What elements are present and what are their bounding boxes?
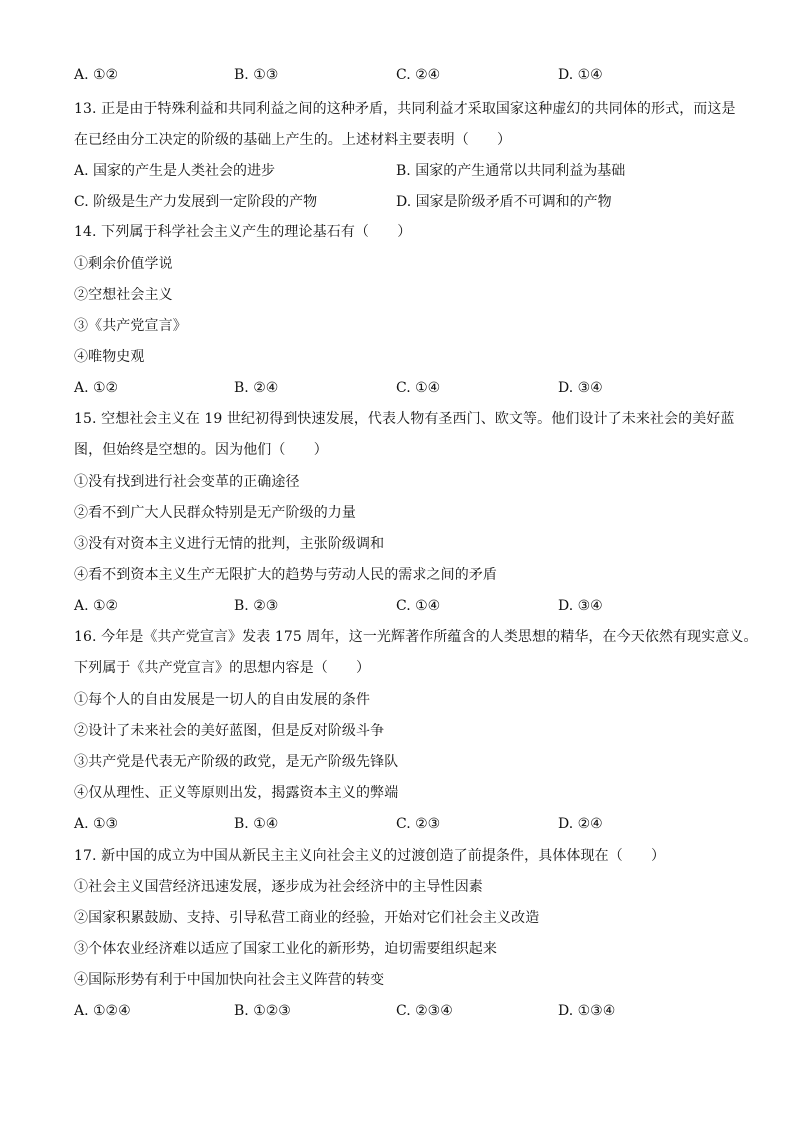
q16-item-1: ①每个人的自由发展是一切人的自由发展的条件 (74, 692, 371, 708)
q14-option-c[interactable]: C. ①④ (396, 380, 441, 396)
q16-stem-line1: 16. 今年是《共产党宣言》发表 175 周年，这一光辉著作所蕴含的人类思想的精华，在今天依然有现实意义。 (74, 629, 758, 645)
q12-option-a[interactable]: A. ①② (74, 67, 119, 83)
q12-option-c[interactable]: C. ②④ (396, 67, 441, 83)
q15-options (74, 596, 734, 616)
q15-option-b[interactable]: B. ②③ (234, 598, 279, 614)
q15-item-4: ④看不到资本主义生产无限扩大的趋势与劳动人民的需求之间的矛盾 (74, 567, 497, 583)
q15-option-c[interactable]: C. ①④ (396, 598, 441, 614)
q14-option-d[interactable]: D. ③④ (558, 380, 603, 396)
q13-stem-line2: 在已经由分工决定的阶级的基础上产生的。上述材料主要表明（ ） (74, 132, 512, 148)
q16-item-4: ④仅从理性、正义等原则出发，揭露资本主义的弊端 (74, 785, 399, 801)
q16-option-d[interactable]: D. ②④ (558, 816, 603, 832)
q17-option-c[interactable]: C. ②③④ (396, 1003, 453, 1019)
q13-options-row2 (74, 192, 734, 212)
q16-option-b[interactable]: B. ①④ (234, 816, 279, 832)
q16-option-a[interactable]: A. ①③ (74, 816, 119, 832)
q12-options (74, 65, 734, 85)
q15-item-3: ③没有对资本主义进行无情的批判，主张阶级调和 (74, 536, 385, 552)
q17-item-2: ②国家积累鼓励、支持、引导私营工商业的经验，开始对它们社会主义改造 (74, 910, 540, 926)
q17-item-3: ③个体农业经济难以适应了国家工业化的新形势，迫切需要组织起来 (74, 941, 497, 957)
q15-option-d[interactable]: D. ③④ (558, 598, 603, 614)
q16-item-2: ②设计了未来社会的美好蓝图，但是反对阶级斗争 (74, 723, 385, 739)
q13-options-row1 (74, 161, 734, 181)
q15-stem-line2: 图，但始终是空想的。因为他们（ ） (74, 442, 328, 458)
q17-option-a[interactable]: A. ①②④ (74, 1003, 131, 1019)
q13-option-b[interactable]: B. 国家的产生通常以共同利益为基础 (396, 163, 626, 179)
q14-item-2: ②空想社会主义 (74, 287, 173, 303)
q17-item-4: ④国际形势有利于中国加快向社会主义阵营的转变 (74, 972, 385, 988)
q15-item-1: ①没有找到进行社会变革的正确途径 (74, 474, 300, 490)
q16-options (74, 814, 734, 834)
q16-stem-line2: 下列属于《共产党宣言》的思想内容是（ ） (74, 660, 371, 676)
q13-option-c[interactable]: C. 阶级是生产力发展到一定阶段的产物 (74, 194, 318, 210)
q14-options (74, 378, 734, 398)
q16-option-c[interactable]: C. ②③ (396, 816, 441, 832)
q14-option-a[interactable]: A. ①② (74, 380, 119, 396)
q14-option-b[interactable]: B. ②④ (234, 380, 279, 396)
q15-option-a[interactable]: A. ①② (74, 598, 119, 614)
q15-stem-line1: 15. 空想社会主义在 19 世纪初得到快速发展，代表人物有圣西门、欧文等。他们设计了未来社会的美好蓝 (74, 411, 735, 427)
q14-item-1: ①剩余价值学说 (74, 256, 173, 272)
q13-option-d[interactable]: D. 国家是阶级矛盾不可调和的产物 (396, 194, 612, 210)
q17-stem: 17. 新中国的成立为中国从新民主主义向社会主义的过渡创造了前提条件，具体体现在（ ） (74, 848, 666, 864)
q17-option-d[interactable]: D. ①③④ (558, 1003, 616, 1019)
q17-options (74, 1001, 734, 1021)
q14-item-4: ④唯物史观 (74, 349, 145, 365)
q13-stem-line1: 13. 正是由于特殊利益和共同利益之间的这种矛盾，共同利益才采取国家这种虚幻的共同体的形式，而这是 (74, 101, 736, 117)
q17-option-b[interactable]: B. ①②③ (234, 1003, 291, 1019)
q16-item-3: ③共产党是代表无产阶级的政党，是无产阶级先锋队 (74, 754, 399, 770)
q13-option-a[interactable]: A. 国家的产生是人类社会的进步 (74, 163, 276, 179)
q12-option-d[interactable]: D. ①④ (558, 67, 603, 83)
q15-item-2: ②看不到广大人民群众特别是无产阶级的力量 (74, 505, 356, 521)
q17-item-1: ①社会主义国营经济迅速发展，逐步成为社会经济中的主导性因素 (74, 879, 483, 895)
q12-option-b[interactable]: B. ①③ (234, 67, 279, 83)
q14-stem: 14. 下列属于科学社会主义产生的理论基石有（ ） (74, 224, 412, 240)
q14-item-3: ③《共产党宣言》 (74, 318, 187, 334)
